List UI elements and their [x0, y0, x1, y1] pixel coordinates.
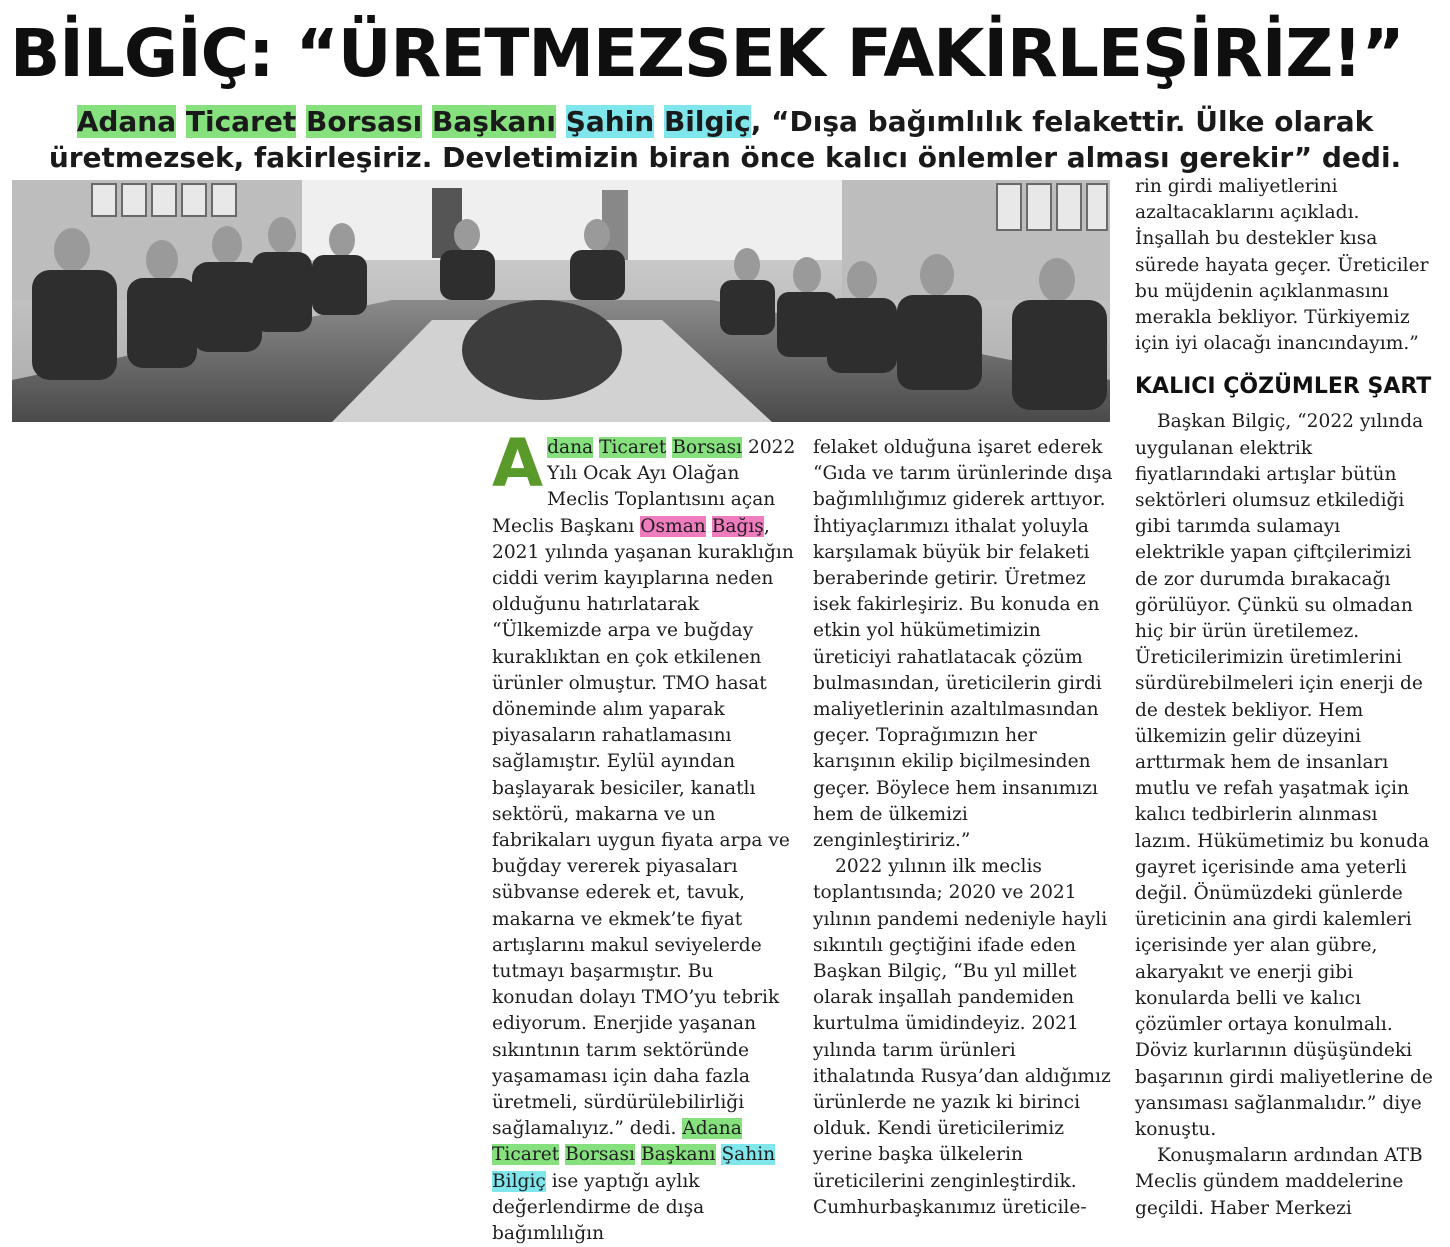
subheadline	[30, 104, 1420, 176]
column-1-text	[492, 425, 797, 1247]
body-text: , 2021 yılında yaşanan kuraklığın ciddi verim kayıplarına neden olduğunu hatırlatarak “Ülkemizde arpa ve buğday kuraklıktan en çok etkilenen ürünler olmuştur. TMO hasat döneminde alım yaparak piyasaların rahatlamasını sağlamıştır. Eylül ayından başlayarak besiciler, kanatlı sektörü, makarna ve un fabrikaları uygun fiyata arpa ve buğday vererek piyasaları sübvanse ederek et, tavuk, makarna ve ekmek’te fiyat artışlarını makul seviyelerde tutmayı başarmıştır. Bu konudan dolayı TMO’yu tebrik ediyorum. Enerjide yaşanan sıkıntının tarım sektöründe yaşamaması için daha fazla üretmeli, sürdürülebilirliği sağlamalıyız.” dedi.	[492, 515, 794, 1140]
highlight-name-1: Şahin	[565, 105, 655, 138]
highlight-person-1: Osman	[640, 515, 706, 537]
highlight-org-4: Başkanı	[640, 1144, 716, 1166]
article-column-3	[1135, 174, 1435, 1222]
meeting-photo	[12, 180, 1110, 422]
headline: BİLGİÇ: “ÜRETMEZSEK FAKİRLEŞİRİZ!”	[10, 15, 1404, 92]
highlight-name-2: Bilgiç	[663, 105, 751, 138]
highlight-org-4: Başkanı	[431, 105, 556, 138]
article-column-2	[813, 435, 1121, 1221]
paragraph: Konuşmaların ardından ATB Meclis gündem maddelerine geçildi. Haber Merkezi	[1135, 1145, 1423, 1219]
paragraph: Başkan Bilgiç, “2022 yılında uygulanan elektrik fiyatlarındaki artışlar bütün sektörleri olumsuz etkilediği gibi tarımda sulamayı elektrikle yapan çiftçilerimizi de zor durumda bırakacağı görülüyor. Çünkü su olmadan hiç bir ürün üretilemez. Üreticilerimizin üretimlerini sürdürebilmeleri için enerji de de destek bekliyor. Hem ülkemizin gelir düzeyini arttırmak hem de insanları mutlu ve refah yaşatmak için kalıcı tedbirlerin alınması lazım. Hükümetimiz bu konuda gayret içerisinde ama yeterli değil. Önümüzdeki günlerde üreticinin ana girdi kalemleri içerisinde yer alan gübre, akaryakıt ve enerji gibi konularda belli ve kalıcı çözümler ortaya konulmalı. Döviz kurlarının düşüşündeki başarının girdi maliyetlerine de yansıması sağlanmalıdır.” diye konuştu.	[1135, 411, 1433, 1140]
highlight-org-3: Borsası	[565, 1144, 636, 1166]
paragraph: felaket olduğuna işaret ederek “Gıda ve tarım ürünlerinde dışa bağımlılığımız giderek arttıyor. İhtiyaçlarımızı ithalat yoluyla karşılamak büyük bir felaketi beraberinde getirir. Üretmez isek fakirleşiriz. Bu konuda en etkin yol hükümetimizin üreticiyi rahatlatacak çözüm bulmasından, üreticilerin girdi maliyetlerinin azaltılmasından geçer. Toprağımızın her karışının ekilip biçilmesinden geçer. Böylece hem insanımızı hem de ülkemizi zenginleştiririz.”	[813, 437, 1113, 852]
meeting-photo-icon	[12, 180, 1110, 422]
highlight-org-3: Borsası	[672, 437, 743, 458]
highlight-org-3: Borsası	[306, 105, 423, 138]
body-text: 2022 Yılı Ocak Ayı Olağan Meclis Toplantısını açan Meclis Başkanı	[492, 437, 796, 537]
highlight-org-2: Ticaret	[492, 1144, 560, 1166]
body-text: ise yaptığı aylık değerlendirme de dışa bağımlılığın	[492, 1170, 705, 1245]
paragraph: 2022 yılının ilk meclis toplantısında; 2020 ve 2021 yılının pandemi nedeniyle hayli sıkıntılı geçtiğini ifade eden Başkan Bilgiç, “Bu yıl millet olarak inşallah pandemiden kurtulma ümidindeyiz. 2021 yılında tarım ürünleri ithalatında Rusya’dan aldığımız ürünlerde ne yazık ki birinci olduk. Kendi üreticilerimiz yerine başka ülkelerin üreticilerini zenginleştirdik. Cumhurbaşkanımız üreticile-	[813, 856, 1111, 1218]
highlight-org-1: Adana	[76, 105, 177, 138]
highlight-org-2: Ticaret	[185, 105, 297, 138]
highlight-person-2: Bağış	[711, 515, 764, 537]
highlight-name-2: Bilgiç	[492, 1170, 546, 1192]
highlight-name-1: Şahin	[721, 1144, 776, 1166]
highlight-org-2: Ticaret	[599, 437, 667, 458]
subhead-text: , “Dışa bağımlılık felakettir. Ülke olarak üretmezsek, fakirleşiriz. Devletimizin biran önce kalıcı önlemler alması gerekir” dedi.	[48, 105, 1402, 174]
article-column-1	[492, 425, 797, 1247]
highlight-org-1: Adana	[682, 1118, 742, 1140]
highlight-org-1: dana	[547, 437, 594, 458]
section-heading: KALICI ÇÖZÜMLER ŞART	[1135, 374, 1432, 400]
drop-cap: A	[492, 425, 544, 502]
paragraph: rin girdi maliyetlerini azaltacaklarını açıkladı. İnşallah bu destekler kısa sürede hayata geçer. Üreticiler bu müjdenin açıklanmasını merakla bekliyor. Türkiyemiz için iyi olacağı inancındayım.”	[1135, 176, 1429, 355]
